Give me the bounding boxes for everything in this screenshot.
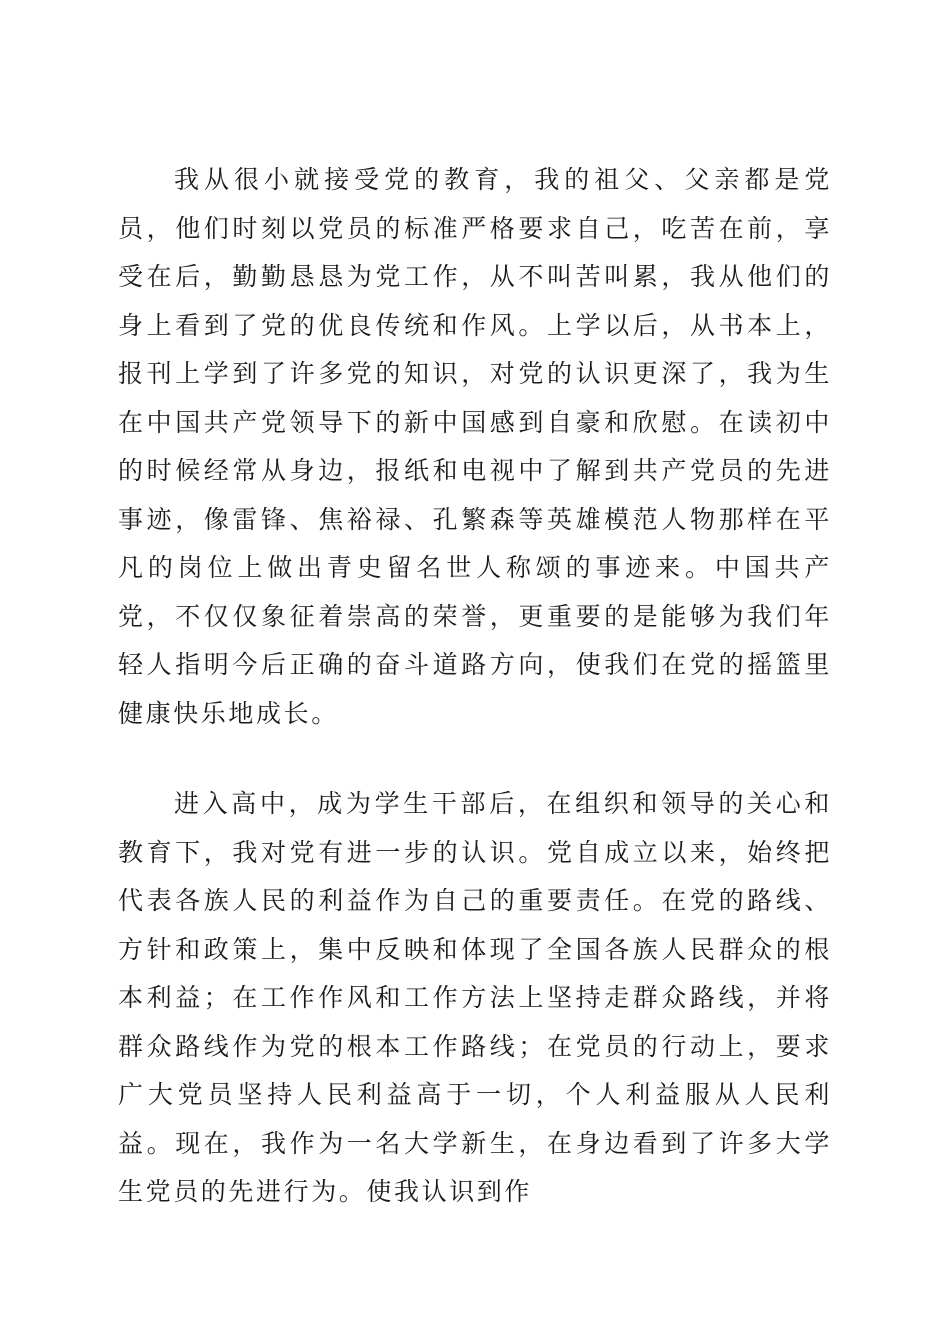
paragraph-2: 进入高中，成为学生干部后，在组织和领导的关心和教育下，我对党有进一步的认识。党自成立以来，始终把代表各族人民的利益作为自己的重要责任。在党的路线、方针和政策上，集中反映和体现了全国各族人民群众的根本利益；在工作作风和工作方法上坚持走群众路线，并将群众路线作为党的根本工作路线；在党员的行动上，要求广大党员坚持人民利益高于一切，个人利益服从人民利益。现在，我作为一名大学新生，在身边看到了许多大学生党员的先进行为。使我认识到作 (118, 789, 832, 1206)
paragraph-1: 我从很小就接受党的教育，我的祖父、父亲都是党员，他们时刻以党员的标准严格要求自己，吃苦在前，享受在后，勤勤恳恳为党工作，从不叫苦叫累，我从他们的身上看到了党的优良传统和作风。上学以后，从书本上，报刊上学到了许多党的知识，对党的认识更深了，我为生在中国共产党领导下的新中国感到自豪和欣慰。在读初中的时候经常从身边，报纸和电视中了解到共产党员的先进事迹，像雷锋、焦裕禄、孔繁森等英雄模范人物那样在平凡的岗位上做出青史留名世人称颂的事迹来。中国共产党，不仅仅象征着崇高的荣誉，更重要的是能够为我们年轻人指明今后正确的奋斗道路方向，使我们在党的摇篮里健康快乐地成长。 (118, 165, 832, 728)
